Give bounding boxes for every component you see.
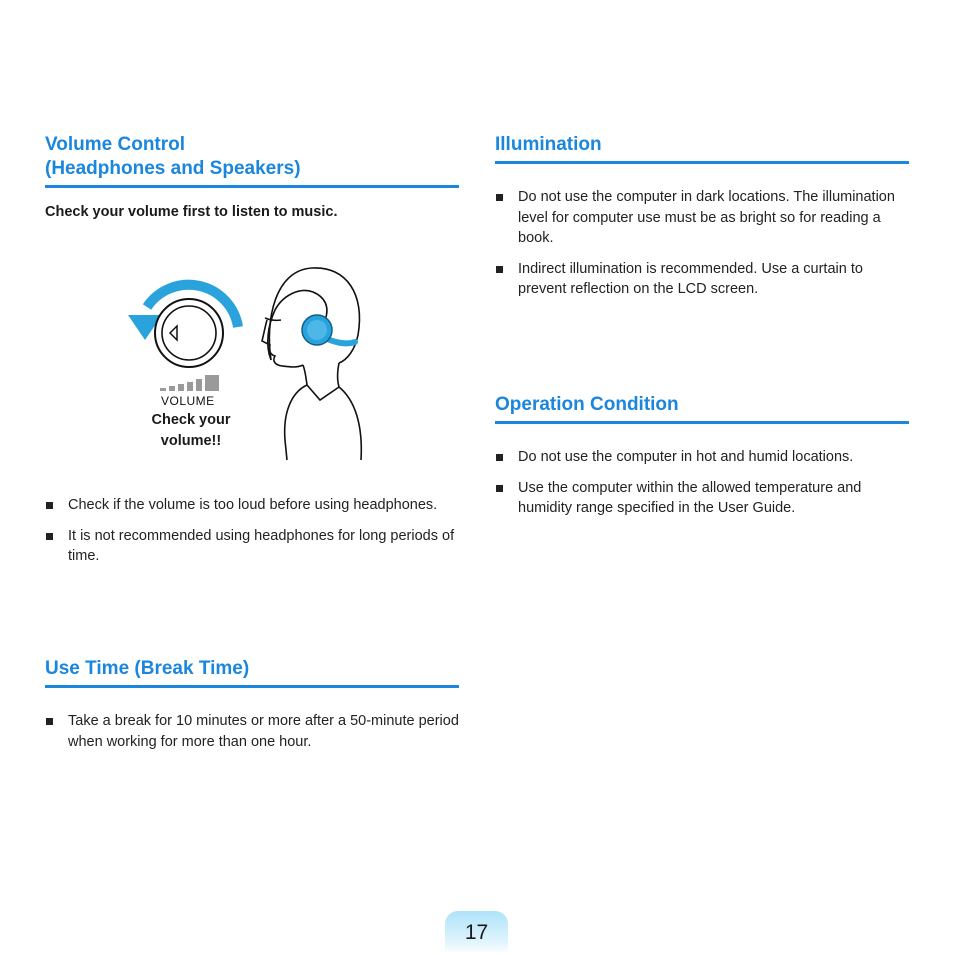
- list-item: Check if the volume is too loud before using headphones.: [45, 495, 459, 516]
- section-title-volume: Volume Control (Headphones and Speakers): [45, 133, 459, 188]
- bullet-icon: [46, 533, 53, 540]
- volume-level-icon: [160, 375, 219, 391]
- list-item: Do not use the computer in dark locations. The illumination level for computer use must be as bright so for reading a book.: [495, 187, 909, 249]
- list-item: Indirect illumination is recommended. Use a curtain to prevent reflection on the LCD screen.: [495, 259, 909, 300]
- illumination-section: [495, 133, 909, 164]
- volume-subhead: Check your volume first to listen to music.: [45, 204, 338, 220]
- bullet-icon: [496, 454, 503, 461]
- volume-section: [45, 133, 459, 188]
- list-item: Do not use the computer in hot and humid locations.: [495, 447, 909, 468]
- volume-bullets: [45, 495, 459, 567]
- bullet-icon: [496, 266, 503, 273]
- bullet-icon: [46, 502, 53, 509]
- list-item: Take a break for 10 minutes or more after a 50-minute period when working for more than one hour.: [45, 711, 459, 752]
- illumination-bullets: [495, 187, 909, 300]
- illustration-caption: Check your volume!!: [151, 412, 231, 449]
- list-item: It is not recommended using headphones for long periods of time.: [45, 526, 459, 567]
- section-title-break: Use Time (Break Time): [45, 657, 459, 688]
- break-section: [45, 657, 459, 688]
- break-bullets: [45, 711, 459, 752]
- volume-label: VOLUME: [161, 394, 215, 408]
- bullet-icon: [496, 194, 503, 201]
- operation-section: [495, 393, 909, 424]
- bullet-icon: [496, 485, 503, 492]
- section-title-illumination: Illumination: [495, 133, 909, 164]
- operation-bullets: [495, 447, 909, 519]
- list-item: Use the computer within the allowed temperature and humidity range specified in the User Guide.: [495, 478, 909, 519]
- bullet-icon: [46, 718, 53, 725]
- headphone-icon: [302, 315, 355, 345]
- section-title-operation: Operation Condition: [495, 393, 909, 424]
- person-with-headphones-icon: [262, 268, 361, 460]
- page-number: 17: [445, 911, 508, 954]
